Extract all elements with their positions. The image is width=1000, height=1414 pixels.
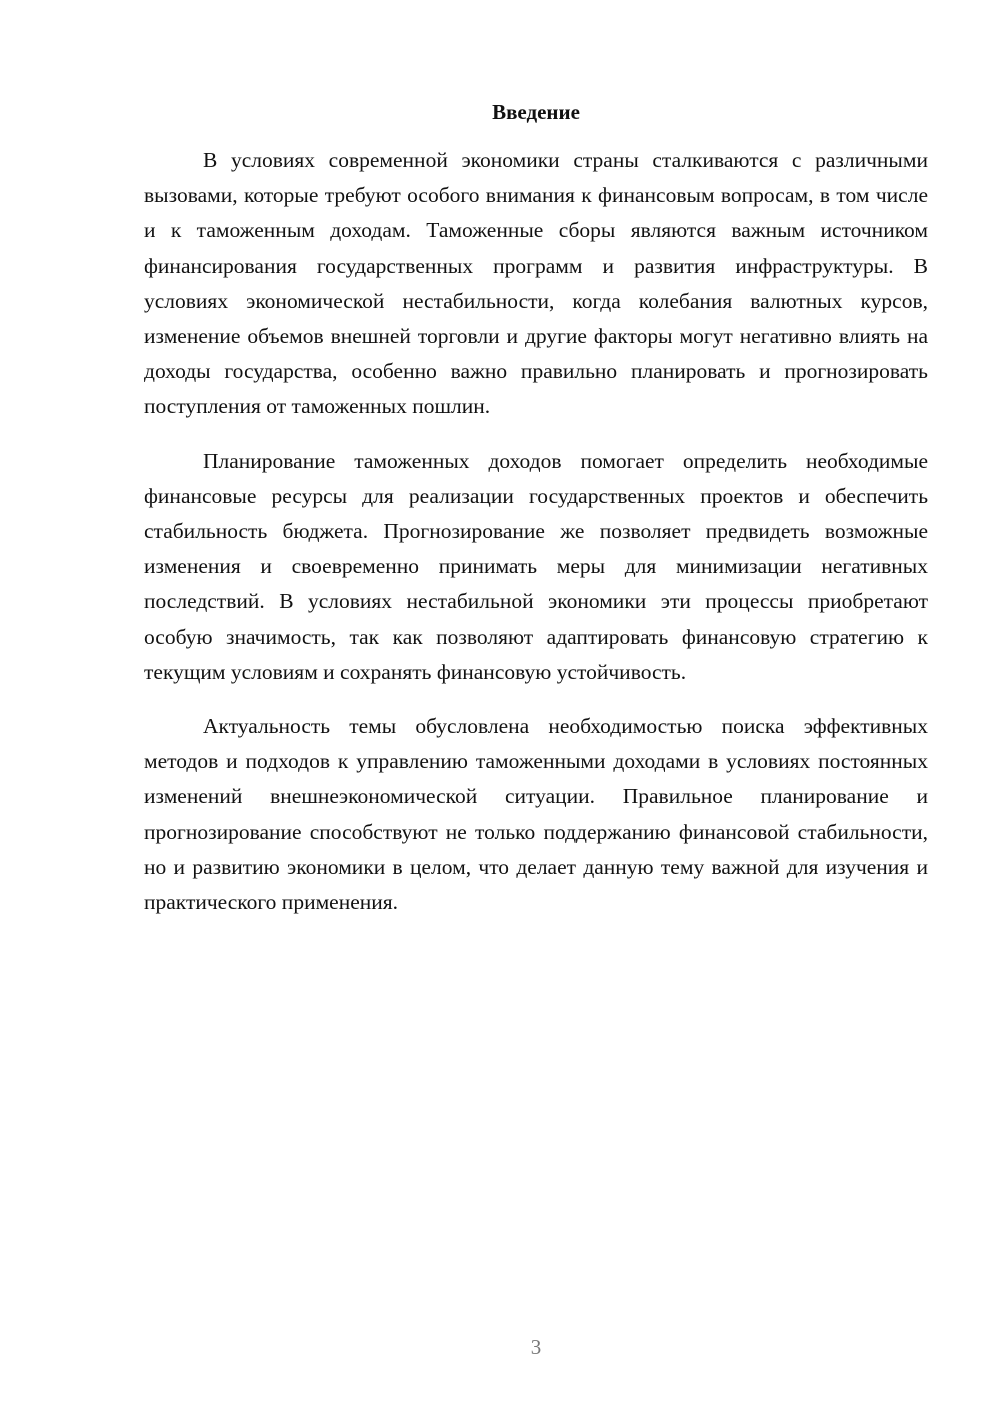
- paragraph-relevance: Актуальность темы обусловлена необходимостью поиска эффективных методов и подходов к управлению таможенными доходами в условиях постоянных изменений внешнеэкономической ситуации. Правильное планирование и прогнозирование способствуют не только поддержанию финансовой стабильности, но и развитию экономики в целом, что делает данную тему важной для изучения и практического применения.: [144, 714, 928, 915]
- paragraph-planning: Планирование таможенных доходов помогает определить необходимые финансовые ресурсы для реализации государственных проектов и обеспечить стабильность бюджета. Прогнозирование же позволяет предвидеть возможные изменения и своевременно принимать меры для минимизации негативных последствий. В условиях нестабильной экономики эти процессы приобретают особую значимость, так как позволяют адаптировать финансовую стратегию к текущим условиям и сохранять финансовую устойчивость.: [144, 448, 928, 684]
- paragraph-intro: В условиях современной экономики страны сталкиваются с различными вызовами, которые требуют особого внимания к финансовым вопросам, в том числе и к таможенным доходам. Таможенные сборы являются важным источником финансирования государственных программ и развития инфраструктуры. В условиях экономической нестабильности, когда колебания валютных курсов, изменение объемов внешней торговли и другие факторы могут негативно влиять на доходы государства, особенно важно правильно планировать и прогнозировать поступления от таможенных пошлин.: [144, 148, 928, 419]
- page-title: Введение: [492, 100, 580, 124]
- page-number: 3: [530, 1335, 542, 1359]
- body-text: [144, 143, 928, 939]
